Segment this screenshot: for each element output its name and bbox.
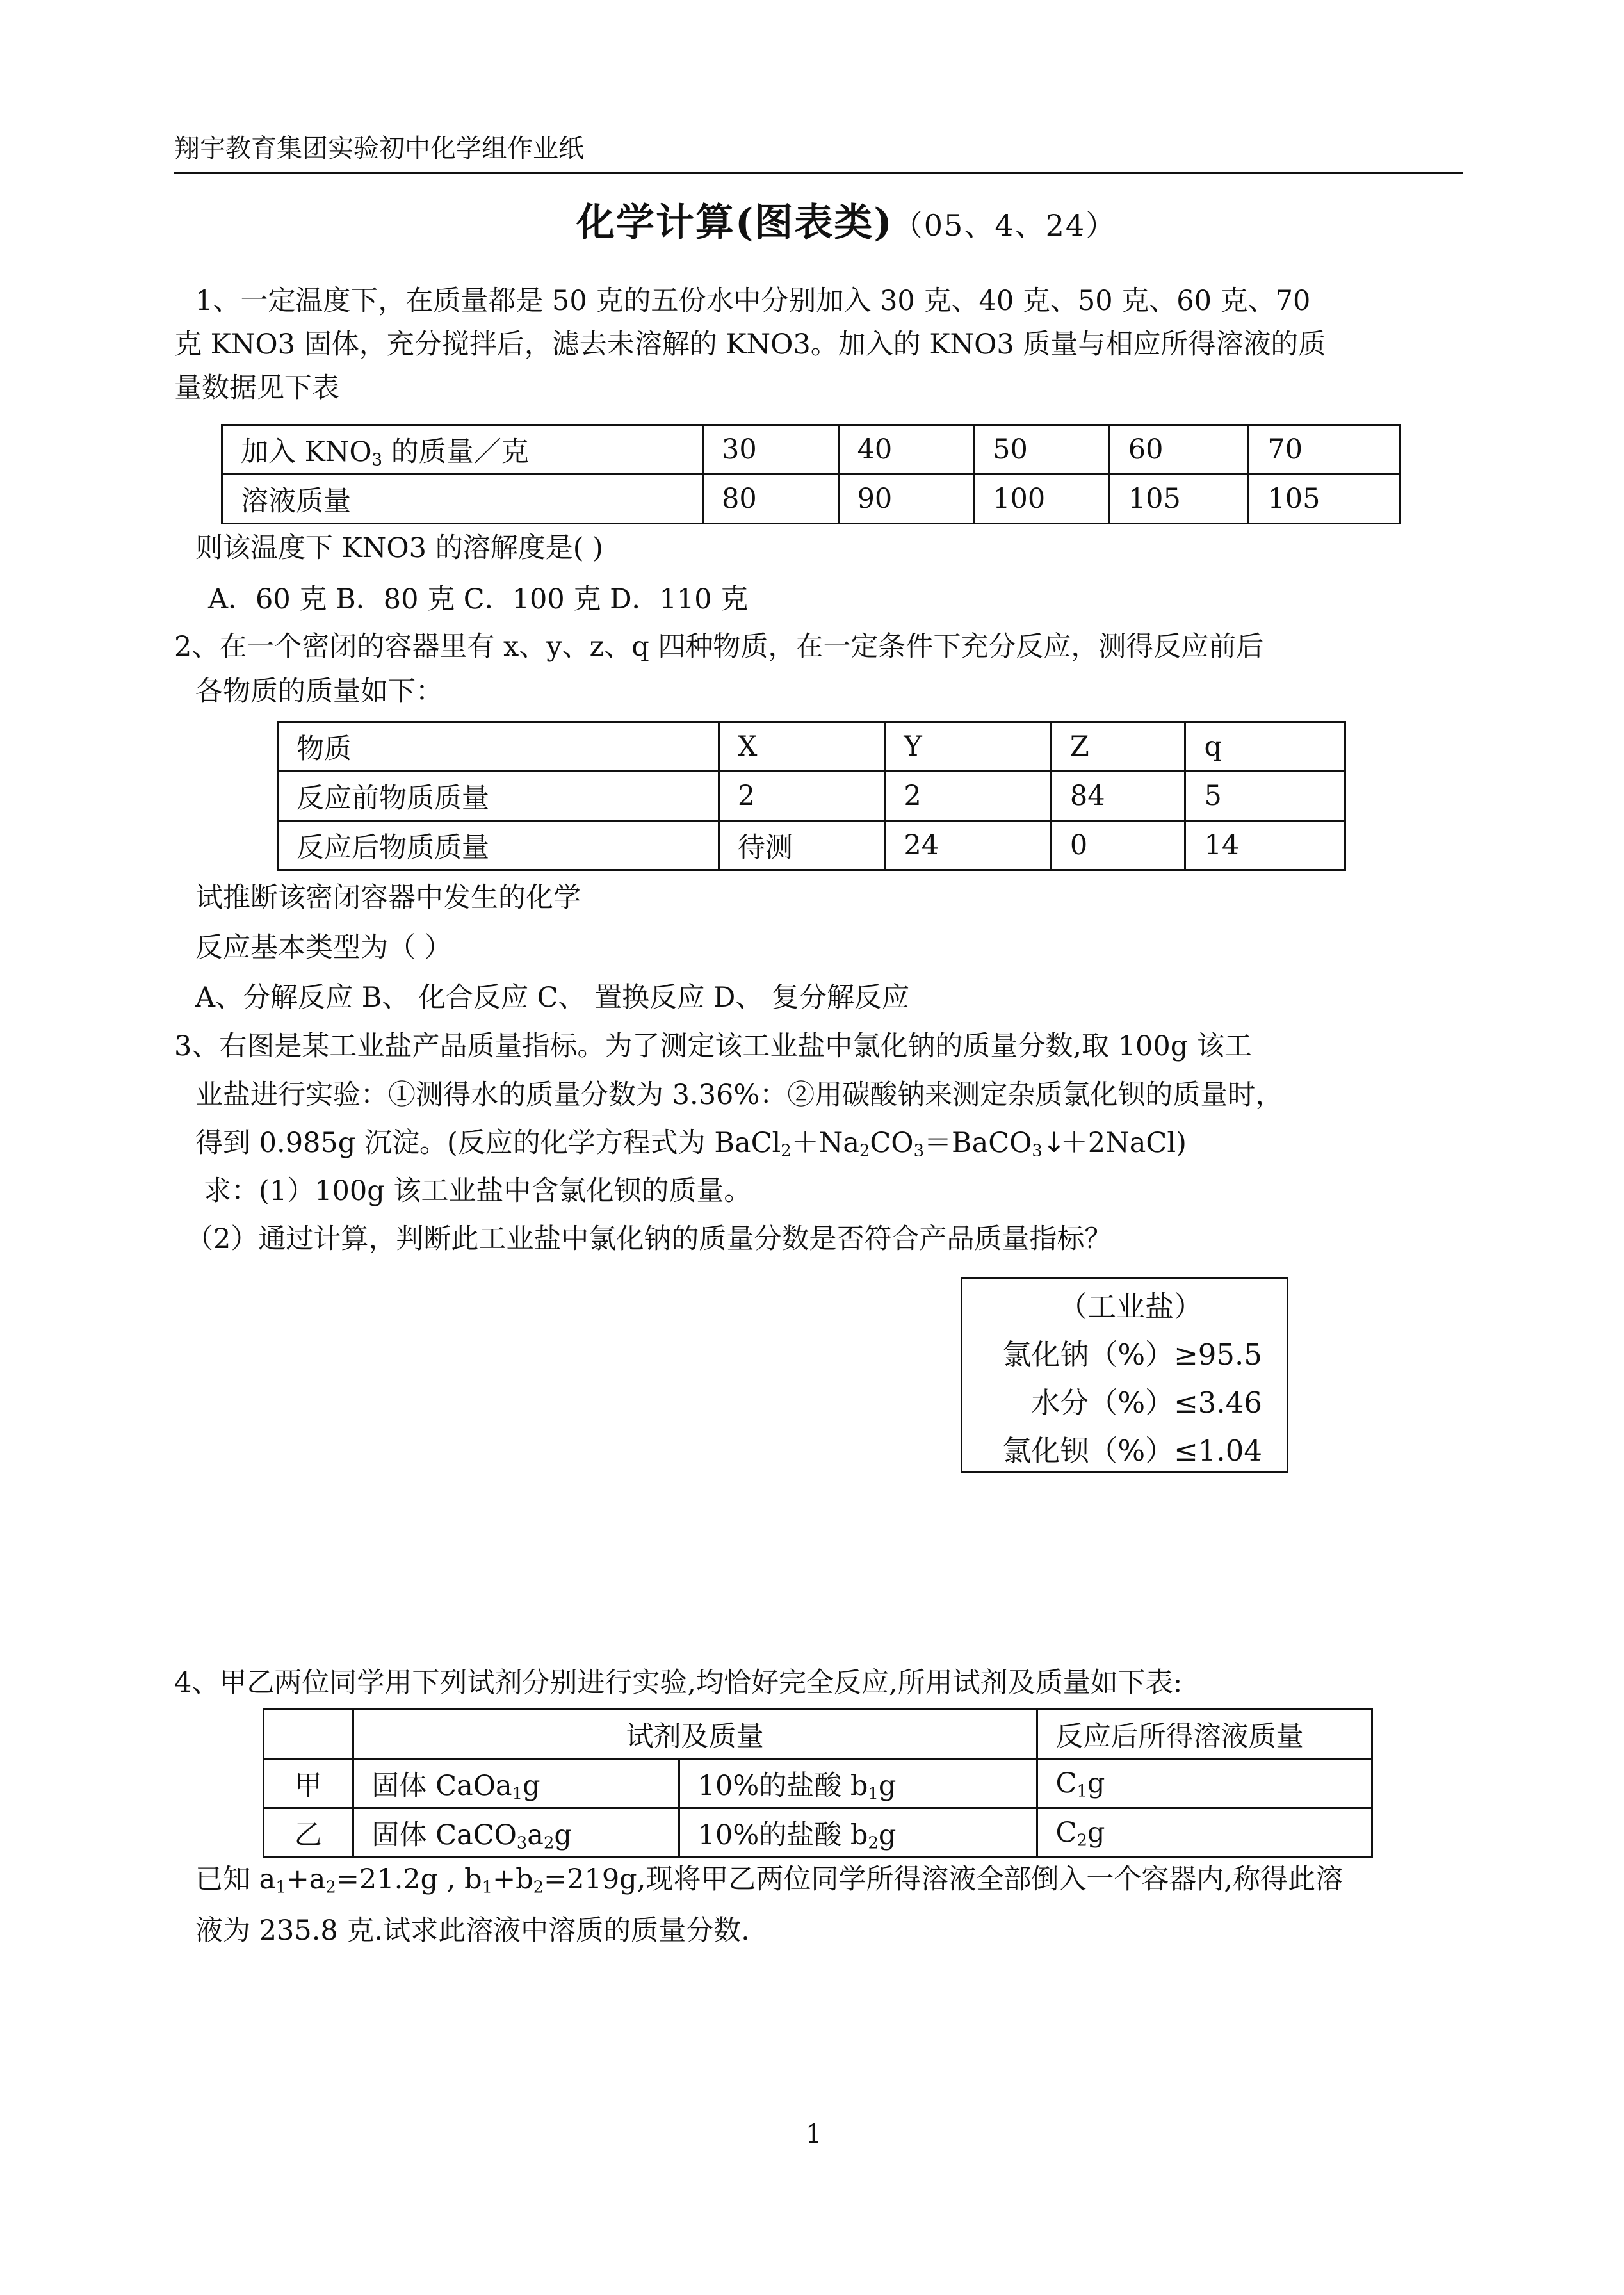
table-row	[264, 1759, 1372, 1808]
table-cell: 10%的盐酸 $b_2g$	[679, 1808, 1037, 1858]
header-text: 翔宇教育集团实验初中化学组作业纸	[174, 134, 584, 163]
table-cell: 2	[885, 772, 1051, 821]
table-row	[278, 772, 1345, 821]
q4-table	[263, 1708, 1373, 1858]
q2-line2: 各物质的质量如下：	[195, 676, 443, 708]
q2-line4: 反应基本类型为（ ）	[195, 932, 452, 964]
q1-options: A．60 克 B．80 克 C．100 克 D．110 克	[208, 583, 749, 615]
table-row	[264, 1808, 1372, 1858]
q4-student-yi: 乙	[264, 1808, 353, 1858]
table-cell: 70	[1249, 425, 1401, 474]
table-cell: 100	[974, 474, 1110, 524]
spec-title: （工业盐）	[1059, 1290, 1203, 1324]
q2-table	[277, 721, 1346, 871]
table-cell: 60	[1109, 425, 1249, 474]
q4-line1: 4、甲乙两位同学用下列试剂分别进行实验,均恰好完全反应,所用试剂及质量如下表:	[174, 1667, 1183, 1699]
table-cell: 90	[838, 474, 974, 524]
table-cell: 105	[1249, 474, 1401, 524]
spec-nacl: 氯化钠（%）≥95.5	[1002, 1338, 1262, 1372]
q3-line3: 得到 0.985g 沉淀。(反应的化学方程式为 $BaCl_2+Na_2CO_3=BaCO_3↓+2NaCl$)	[195, 1124, 1187, 1162]
table-cell: 5	[1185, 772, 1345, 821]
header-rule	[174, 172, 1463, 174]
table-cell: $C_1g$	[1037, 1759, 1372, 1808]
q4-header-result: 反应后所得溶液质量	[1037, 1710, 1372, 1759]
table-cell	[264, 1710, 353, 1759]
q4-line2: 已知 $a_1+a_2=21.2g$ , $b_1+b_2=219g$,现将甲乙两位同学所得溶液全部倒入一个容器内,称得此溶	[195, 1863, 1344, 1897]
table-cell: 14	[1185, 821, 1345, 870]
table-cell: 40	[838, 425, 974, 474]
table-cell: 0	[1051, 821, 1185, 870]
table-row	[264, 1710, 1372, 1759]
table-cell: 物质	[278, 722, 719, 772]
table-row	[278, 821, 1345, 870]
table-cell: Z	[1051, 722, 1185, 772]
table-cell: 80	[703, 474, 839, 524]
q3-line1: 3、右图是某工业盐产品质量指标。为了测定该工业盐中氯化钠的质量分数,取 100g 该工	[174, 1030, 1252, 1062]
q1-row1-label: 加入 $KNO_3$ 的质量／克	[222, 425, 703, 474]
page-number: 1	[806, 2120, 822, 2149]
q4-student-jia: 甲	[264, 1759, 353, 1808]
q3-line4: 求：(1）100g 该工业盐中含氯化钡的质量。	[204, 1175, 752, 1207]
q1-line1: 1、一定温度下，在质量都是 50 克的五份水中分别加入 30 克、40 克、50 克、60 克、70	[195, 285, 1311, 317]
table-cell: q	[1185, 722, 1345, 772]
q4-line3: 液为 235.8 克.试求此溶液中溶质的质量分数.	[195, 1915, 750, 1947]
table-cell: 固体 $CaCO_3a_2g$	[353, 1808, 679, 1858]
table-cell: 10%的盐酸 $b_1g$	[679, 1759, 1037, 1808]
precipitate-arrow-icon: ↓	[1042, 1127, 1066, 1159]
table-cell: 固体 CaOa$_1$g	[353, 1759, 679, 1808]
q1-row2-label: 溶液质量	[222, 474, 703, 524]
table-cell: 待测	[719, 821, 885, 870]
table-cell: 84	[1051, 772, 1185, 821]
q2-options: A、分解反应 B、 化合反应 C、 置换反应 D、 复分解反应	[195, 982, 910, 1014]
table-cell: 反应后物质质量	[278, 821, 719, 870]
q3-line2: 业盐进行实验：①测得水的质量分数为 3.36%：②用碳酸钠来测定杂质氯化钡的质量时，	[195, 1079, 1283, 1111]
page-title	[576, 192, 1116, 247]
table-cell: 30	[703, 425, 839, 474]
q2-line1: 2、在一个密闭的容器里有 x、y、z、q 四种物质，在一定条件下充分反应，测得反应前后	[174, 631, 1264, 663]
table-cell: 2	[719, 772, 885, 821]
q2-line3: 试推断该密闭容器中发生的化学	[195, 882, 581, 914]
table-cell: $C_2g$	[1037, 1808, 1372, 1858]
table-row	[278, 722, 1345, 772]
table-cell: 24	[885, 821, 1051, 870]
q1-line3: 量数据见下表	[174, 372, 339, 404]
table-cell: 反应前物质质量	[278, 772, 719, 821]
title-date: （05、4、24）	[893, 208, 1117, 243]
table-cell: 50	[974, 425, 1110, 474]
q1-question: 则该温度下 KNO3 的溶解度是( )	[195, 532, 603, 564]
quality-spec-box	[961, 1277, 1288, 1473]
q1-table	[221, 424, 1401, 524]
q1-line2: 克 KNO3 固体，充分搅拌后，滤去未溶解的 KNO3。加入的 KNO3 质量与相应所得溶液的质	[174, 328, 1326, 361]
table-cell: Y	[885, 722, 1051, 772]
table-row	[222, 474, 1401, 524]
table-cell: X	[719, 722, 885, 772]
spec-bacl2: 氯化钡（%）≤1.04	[1002, 1434, 1262, 1468]
q3-line5: （2）通过计算，判断此工业盐中氯化钠的质量分数是否符合产品质量指标？	[186, 1223, 1112, 1255]
title-main: 化学计算(图表类)	[576, 200, 893, 245]
spec-water: 水分（%）≤3.46	[1031, 1386, 1262, 1420]
table-cell: 105	[1109, 474, 1249, 524]
q4-header-reagent: 试剂及质量	[353, 1710, 1037, 1759]
table-row	[222, 425, 1401, 474]
